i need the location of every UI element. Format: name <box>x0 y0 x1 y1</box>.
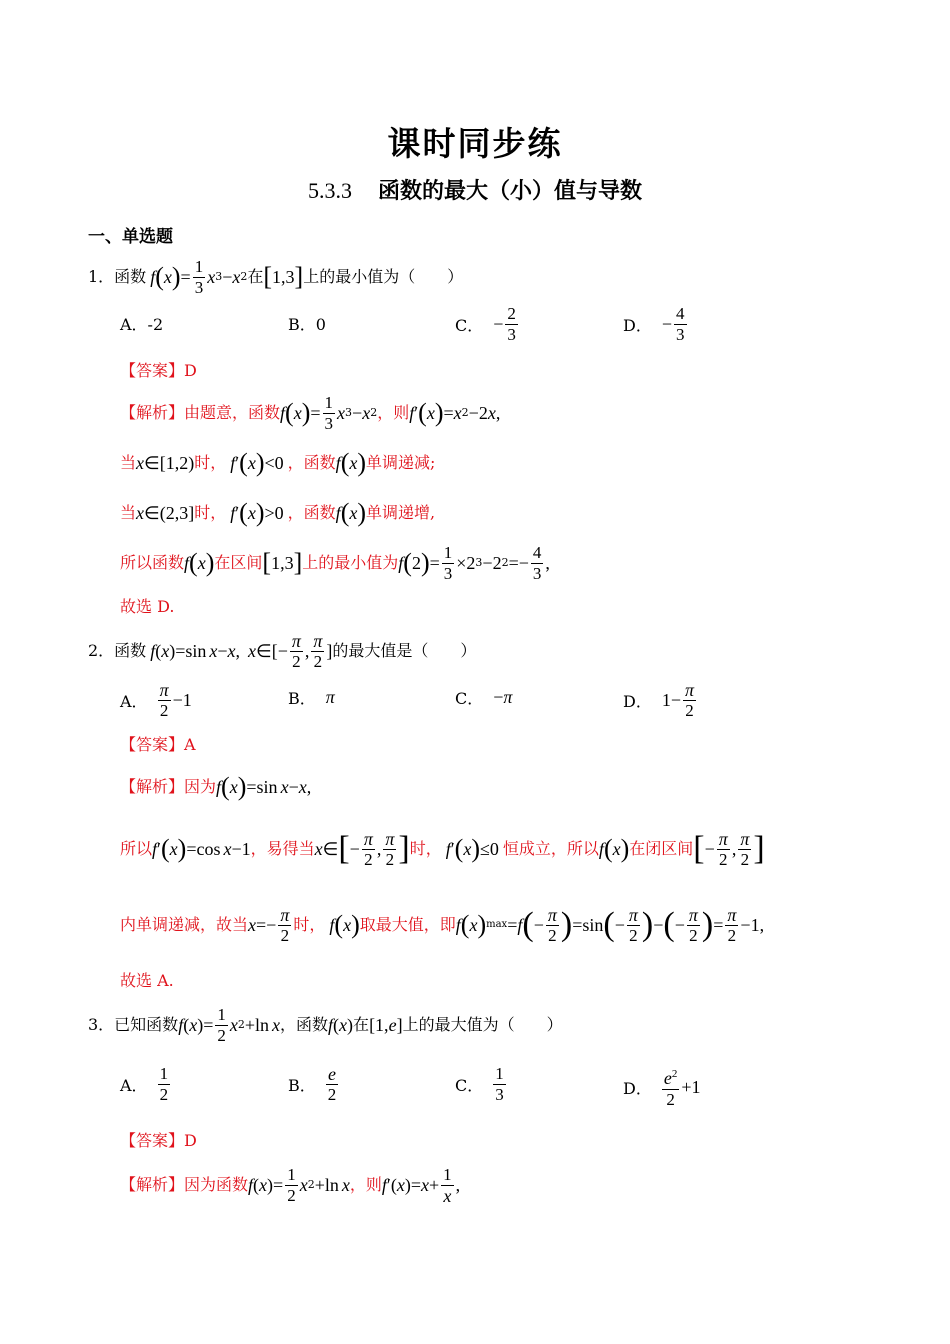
q2-final: 故选 A. <box>120 971 174 990</box>
question-3: 3．已知函数 f ( x )= $\frac{1}{2}$ x 2 +ln x ，函数 f ( x ) 在 [1, e ] 上的最大值为（ ） <box>88 1004 563 1045</box>
q1-option-a[interactable]: A．-2 <box>120 315 164 334</box>
section-heading <box>0 174 950 205</box>
q2-analysis-line-1: 【解析】 因为 f ( x ) =sin x − x , <box>120 772 312 801</box>
q1-option-b[interactable]: B．0 <box>288 315 326 334</box>
q1-final: 故选 D. <box>120 597 175 616</box>
q2-option-b[interactable]: B． π <box>288 687 335 708</box>
section-title: 函数的最大（小）值与导数 <box>377 179 642 204</box>
q3-analysis-line-1: 【解析】 因为函数 f ( x )= $\frac{1}{2}$ x 2 +ln x ，则 f ′( x )= x + $\frac{1}{x}$ , <box>120 1164 461 1206</box>
q1-suffix: 上的最小值为（ ） <box>303 267 464 286</box>
q2-option-d[interactable]: D． 1− $\frac{\pi}{2}$ <box>623 680 695 720</box>
q1-analysis-line-3: 当 x ∈(2,3] 时， f ′ ( x ) >0 ，函数 f ( x ) 单调递增, <box>120 498 436 527</box>
q3-option-d[interactable]: D． $\frac{e^2}{2}$ +1 <box>623 1064 701 1110</box>
q2-option-a[interactable]: A． $\frac{\pi}{2}$ −1 <box>120 680 192 720</box>
question-2: 2．函数 f ( x )=sin x − x , x ∈[− $\frac{\pi}{2}$ , $\frac{\pi}{2}$ ] 的最大值是（ ） <box>88 630 477 671</box>
q1-analysis-line-1: 【解析】 由题意，函数 f ( x ) = $\frac{1}{3}$ x 3 − x 2 ，则 f ′ ( x ) = x 2 −2 x , <box>120 392 501 433</box>
q3-option-b[interactable]: B． $\frac{e}{2}$ <box>288 1064 337 1104</box>
q3-option-a[interactable]: A． $\frac{1}{2}$ <box>120 1064 169 1104</box>
q2-analysis-line-3: 内单调递减，故当 x =− $\frac{\pi}{2}$ 时， f ( x ) 取最大值，即 f ( x ) max = f ( − $\frac{\pi}{2}$ ) =sin ( − $\frac{\pi}{2}$ ) − ( − $\frac{\pi}{2}$ ) = $\frac{\pi}{2}$ −1, <box>120 904 765 945</box>
q1-answer: 【答案】D <box>120 361 197 380</box>
q3-option-c[interactable]: C． $\frac{1}{3}$ <box>455 1064 504 1104</box>
part-heading: 一、单选题 <box>88 227 173 247</box>
q3-answer: 【答案】D <box>120 1131 197 1150</box>
q1-mid: 在 <box>247 267 264 286</box>
q2-option-c[interactable]: C． − π <box>455 687 513 708</box>
q2-answer: 【答案】A <box>120 735 196 754</box>
q1-option-c[interactable]: C． − $\frac{2}{3}$ <box>455 304 516 344</box>
section-number: 5.3.3 <box>307 178 352 203</box>
page-title: 课时同步练 <box>387 124 563 163</box>
q2-analysis-line-2: 所以 f ′ ( x ) =cos x −1 ，易得当 x ∈ [ − $\frac{\pi}{2}$ , $\frac{\pi}{2}$ ] 时， f ′ ( x ) ≤0 恒成立，所以 f ( x ) 在闭区间 [ − $\frac{\pi}{2}$ , $\frac{\pi}{2}$ ] <box>120 828 765 869</box>
question-1: 1．函数 f ( x ) = $\frac{1}{3}$ x 3 − x 2 在 [ 1,3 ] 上的最小值为（ ） <box>88 256 464 297</box>
q1-prefix: 1．函数 <box>88 267 147 286</box>
q1-option-d[interactable]: D． − $\frac{4}{3}$ <box>623 304 685 344</box>
q1-analysis-line-2: 当 x ∈[1,2) 时， f ′ ( x ) <0 ，函数 f ( x ) 单调递减; <box>120 448 436 477</box>
q1-analysis-line-4: 所以函数 f ( x ) 在区间 [ 1,3 ] 上的最小值为 f ( 2 ) = $\frac{1}{3}$ ×2 3 −2 2 =− $\frac{4}{3}$ , <box>120 542 550 583</box>
